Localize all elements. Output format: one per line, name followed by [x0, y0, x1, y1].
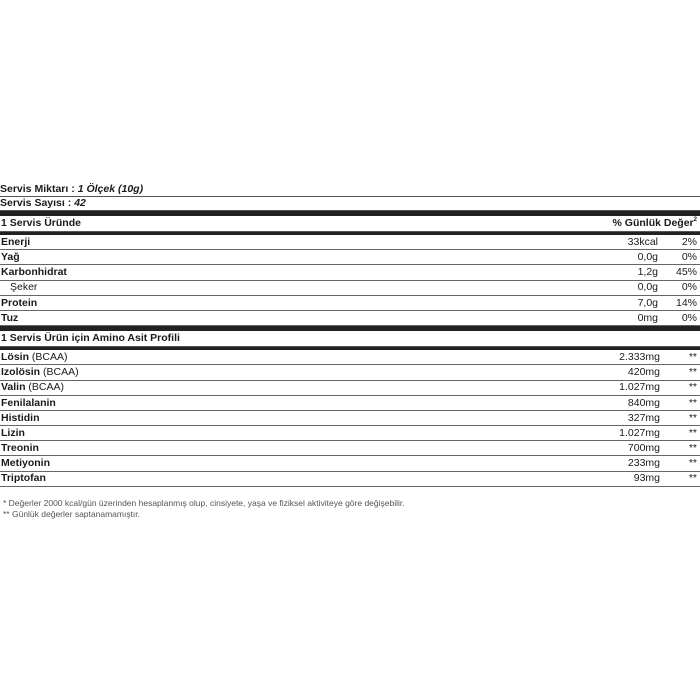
amino-header-title: 1 Servis Ürün için Amino Asit Profili	[1, 332, 180, 345]
nutrient-amount: 0,0g	[637, 281, 658, 294]
serving-size-row	[0, 183, 700, 197]
amino-name: Metiyonin	[1, 457, 50, 470]
nutrient-name: Şeker	[10, 281, 38, 294]
amino-name-cell	[0, 458, 700, 469]
amino-daily-value: **	[688, 472, 697, 485]
amino-name: Treonin	[1, 442, 39, 455]
amino-daily-value: **	[688, 411, 697, 424]
amino-amount: 1.027mg	[619, 426, 660, 439]
amino-name: Valin	[1, 381, 26, 394]
amino-name: Lizin	[1, 426, 25, 439]
nutrition-row	[0, 296, 700, 311]
amino-daily-value: **	[688, 426, 697, 439]
amino-header	[0, 331, 700, 347]
amino-row	[0, 411, 700, 426]
amino-row	[0, 426, 700, 441]
amino-daily-value: **	[688, 366, 697, 379]
amino-name-cell	[0, 428, 700, 439]
amino-amount: 327mg	[627, 411, 660, 424]
nutrient-amount: 0mg	[637, 311, 658, 324]
nutrition-header-title: 1 Servis Üründe	[1, 217, 81, 230]
amino-tag: (BCAA)	[29, 350, 68, 363]
serving-count-label: Servis Sayısı :	[0, 197, 72, 210]
nutrition-row	[0, 311, 700, 326]
amino-tag: (BCAA)	[25, 381, 65, 394]
amino-daily-value: **	[688, 381, 697, 394]
nutrient-name: Karbonhidrat	[1, 266, 67, 279]
daily-value-footnote-mark: 2	[693, 217, 697, 224]
amino-name-cell	[0, 413, 700, 424]
amino-amount: 1.027mg	[619, 381, 660, 394]
nutrition-header	[0, 216, 700, 232]
amino-row	[0, 472, 700, 487]
nutrient-daily-value: 0%	[681, 251, 697, 264]
amino-name-cell	[0, 367, 700, 378]
amino-name-cell	[0, 398, 700, 409]
amino-name-cell	[0, 443, 700, 454]
amino-name: Triptofan	[1, 472, 46, 485]
footnote-1: * Değerler 2000 kcal/gün üzerinden hesaplanmış olup, cinsiyete, yaşa ve fiziksel aktiviteye göre değişebilir.	[3, 498, 405, 508]
amino-row	[0, 456, 700, 471]
amino-name-cell	[0, 382, 700, 393]
amino-name: Fenilalanin	[1, 396, 56, 409]
nutrition-row	[0, 250, 700, 265]
amino-tag: (BCAA)	[40, 366, 79, 379]
amino-row	[0, 381, 700, 396]
amino-rows	[0, 350, 700, 487]
nutrient-amount: 33kcal	[627, 235, 658, 248]
nutrient-name: Yağ	[1, 251, 20, 264]
nutrient-amount: 7,0g	[637, 296, 658, 309]
amino-row	[0, 350, 700, 365]
nutrient-amount: 1,2g	[637, 266, 658, 279]
amino-row	[0, 396, 700, 411]
footnotes	[3, 498, 405, 520]
nutrition-row	[0, 265, 700, 280]
serving-size-value: 1 Ölçek (10g)	[77, 183, 144, 196]
amino-daily-value: **	[688, 442, 697, 455]
amino-name-cell	[0, 352, 700, 363]
amino-amount: 93mg	[633, 472, 660, 485]
amino-daily-value: **	[688, 457, 697, 470]
nutrient-daily-value: 0%	[681, 281, 697, 294]
amino-amount: 233mg	[627, 457, 660, 470]
amino-daily-value: **	[688, 350, 697, 363]
nutrient-name: Enerji	[1, 235, 31, 248]
amino-name: Izolösin	[1, 366, 41, 379]
footnote-2: ** Günlük değerler saptanamamıştır.	[3, 509, 141, 519]
amino-amount: 2.333mg	[619, 350, 660, 363]
nutrient-name: Tuz	[1, 311, 19, 324]
amino-name: Lösin	[1, 350, 29, 363]
amino-amount: 420mg	[627, 366, 660, 379]
nutrient-name: Protein	[1, 296, 38, 309]
amino-amount: 700mg	[627, 442, 660, 455]
nutrient-daily-value: 0%	[681, 311, 697, 324]
nutrient-daily-value: 45%	[675, 266, 697, 279]
amino-row	[0, 441, 700, 456]
nutrient-amount: 0,0g	[637, 251, 658, 264]
serving-size-label: Servis Miktarı :	[0, 183, 75, 196]
serving-count-value: 42	[74, 197, 86, 210]
nutrition-row	[0, 281, 700, 296]
daily-value-header-text: % Günlük Değer	[612, 217, 694, 230]
serving-count-row	[0, 197, 700, 211]
nutrition-row	[0, 235, 700, 250]
daily-value-header	[613, 218, 700, 229]
nutrient-daily-value: 14%	[675, 296, 697, 309]
nutrition-facts-panel	[0, 183, 700, 487]
amino-name-cell	[0, 473, 700, 484]
nutrition-rows	[0, 235, 700, 326]
nutrient-daily-value: 2%	[681, 235, 697, 248]
amino-amount: 840mg	[627, 396, 660, 409]
amino-row	[0, 365, 700, 380]
amino-daily-value: **	[688, 396, 697, 409]
amino-name: Histidin	[1, 411, 40, 424]
